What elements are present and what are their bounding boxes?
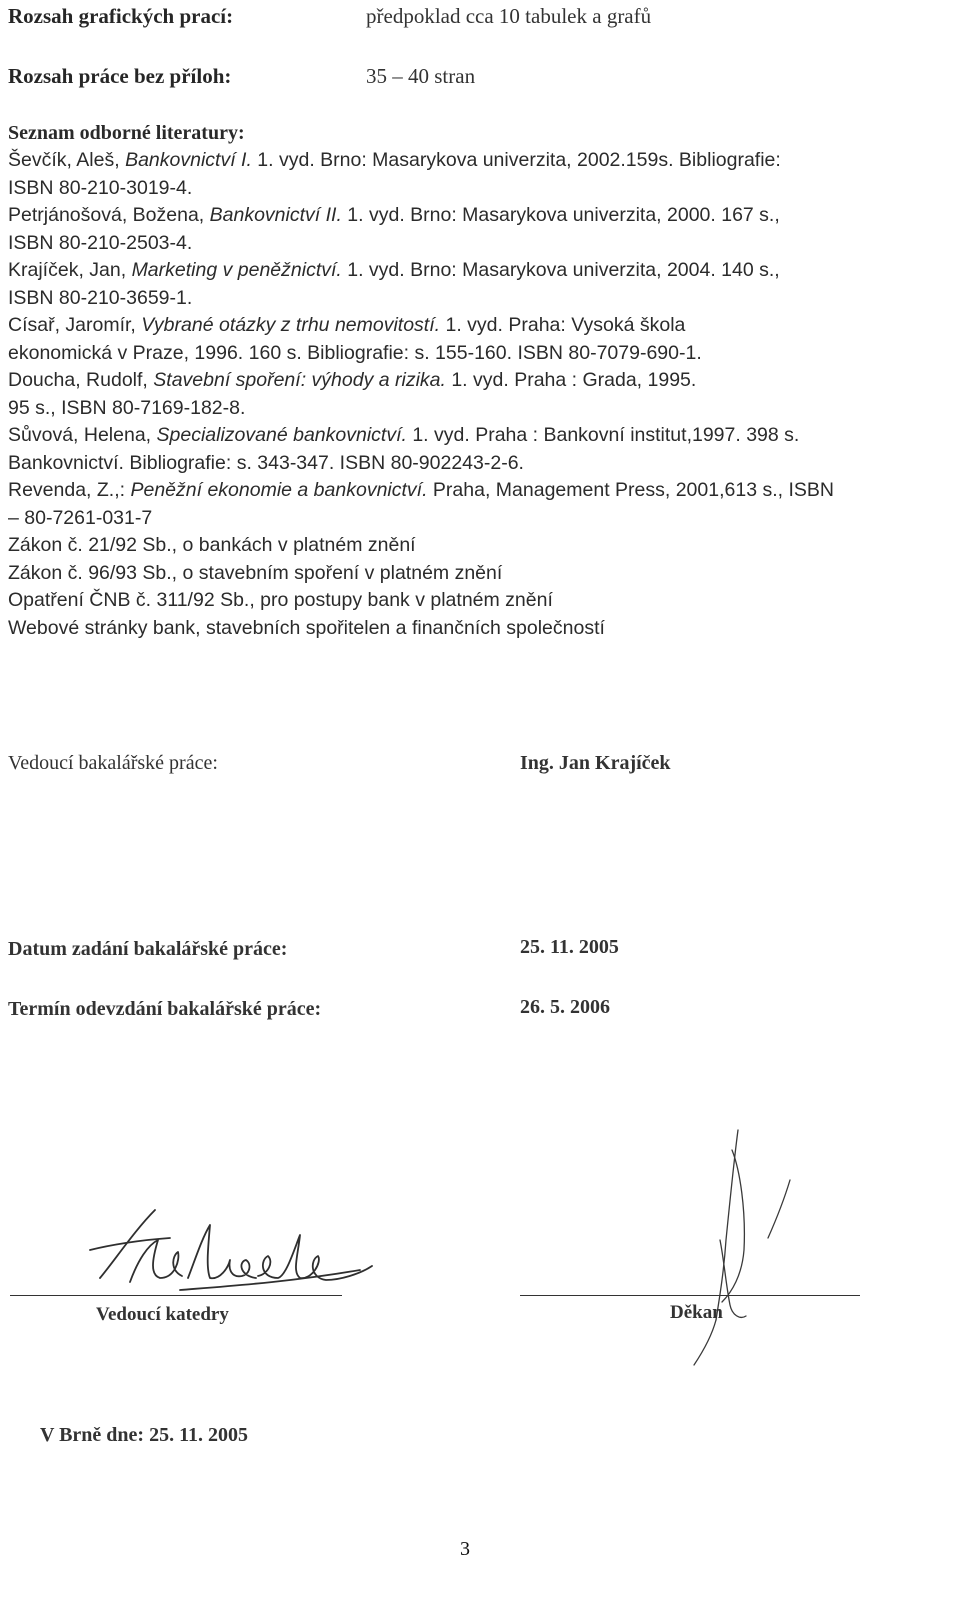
literature-line: Zákon č. 96/93 Sb., o stavebním spoření v platném znění <box>8 561 503 584</box>
dean-signature-line <box>520 1295 860 1296</box>
literature-line: Krajíček, Jan, Marketing v peněžnictví. 1. vyd. Brno: Masarykova univerzita, 2004. 140 s., <box>8 259 780 281</box>
literature-line: Doucha, Rudolf, Stavební spoření: výhody a rizika. 1. vyd. Praha : Grada, 1995. <box>8 369 697 391</box>
work-scope-value: 35 – 40 stran <box>366 64 476 88</box>
department-head-signature <box>60 1190 380 1300</box>
literature-line: – 80-7261-031-7 <box>8 506 153 529</box>
literature-line: Císař, Jaromír, Vybrané otázky z trhu nemovitostí. 1. vyd. Praha: Vysoká škola <box>8 314 686 336</box>
literature-line: 95 s., ISBN 80-7169-182-8. <box>8 396 246 419</box>
place-date: V Brně dne: 25. 11. 2005 <box>40 1424 248 1446</box>
literature-line: Revenda, Z.,: Peněžní ekonomie a bankovnictví. Praha, Management Press, 2001,613 s., ISBN <box>8 479 834 501</box>
literature-line: Webové stránky bank, stavebních spořitelen a finančních společností <box>8 616 605 639</box>
supervisor-name: Ing. Jan Krajíček <box>520 752 671 774</box>
literature-line: ISBN 80-210-3019-4. <box>8 176 193 199</box>
work-scope-label: Rozsah práce bez příloh: <box>8 64 232 88</box>
literature-line: ekonomická v Praze, 1996. 160 s. Bibliografie: s. 155-160. ISBN 80-7079-690-1. <box>8 341 702 364</box>
page-number: 3 <box>460 1538 470 1560</box>
dean-caption: Děkan <box>670 1302 723 1323</box>
literature-line: Zákon č. 21/92 Sb., o bankách v platném znění <box>8 534 416 556</box>
literature-list <box>8 147 948 642</box>
graphics-scope-value: předpoklad cca 10 tabulek a grafů <box>366 4 652 28</box>
supervisor-label: Vedoucí bakalářské práce: <box>8 752 218 774</box>
literature-line: ISBN 80-210-3659-1. <box>8 286 193 309</box>
due-date-value: 26. 5. 2006 <box>520 996 610 1018</box>
literature-line: Ševčík, Aleš, Bankovnictví I. 1. vyd. Brno: Masarykova univerzita, 2002.159s. Bibliografie: <box>8 149 781 171</box>
department-head-caption: Vedoucí katedry <box>96 1304 229 1325</box>
literature-line: Sůvová, Helena, Specializované bankovnictví. 1. vyd. Praha : Bankovní institut,1997. 398 s. <box>8 424 800 446</box>
graphics-scope-label: Rozsah grafických prací: <box>8 4 234 28</box>
literature-line: Petrjánošová, Božena, Bankovnictví II. 1. vyd. Brno: Masarykova univerzita, 2000. 167 s., <box>8 204 780 226</box>
literature-line: Opatření ČNB č. 311/92 Sb., pro postupy bank v platném znění <box>8 589 553 611</box>
department-head-signature-line <box>10 1295 342 1296</box>
literature-heading: Seznam odborné literatury: <box>8 122 245 144</box>
assigned-date-label: Datum zadání bakalářské práce: <box>8 938 288 960</box>
due-date-label: Termín odevzdání bakalářské práce: <box>8 998 322 1020</box>
literature-line: Bankovnictví. Bibliografie: s. 343-347. ISBN 80-902243-2-6. <box>8 451 524 474</box>
literature-line: ISBN 80-210-2503-4. <box>8 231 193 254</box>
dean-signature <box>660 1120 810 1370</box>
assigned-date-value: 25. 11. 2005 <box>520 936 619 958</box>
